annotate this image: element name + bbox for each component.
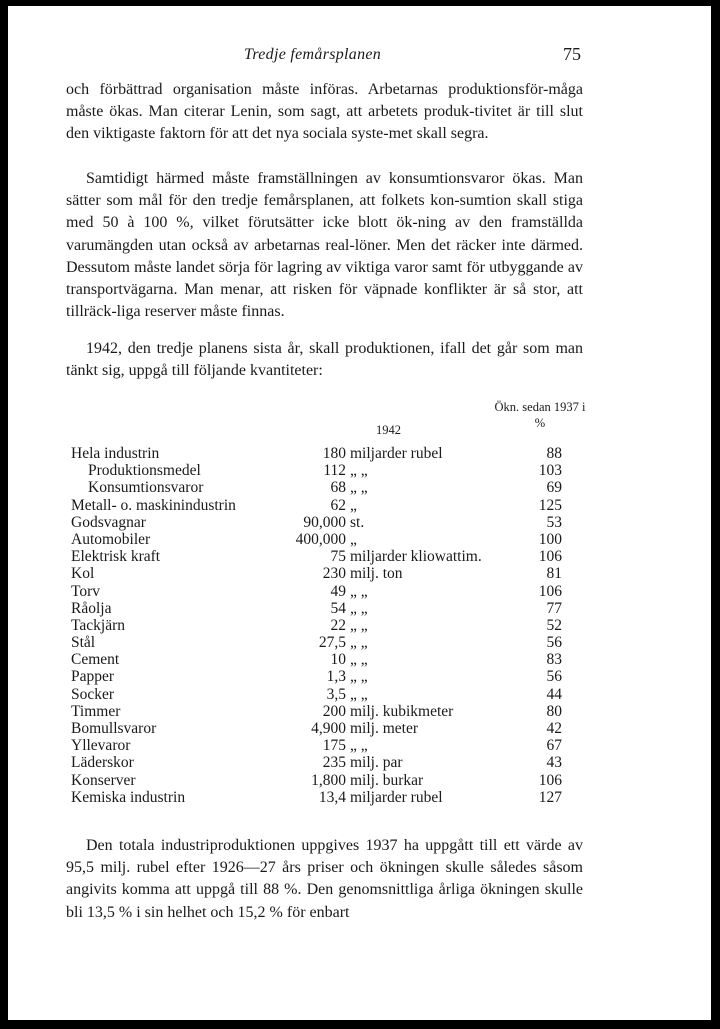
table-row	[8, 720, 711, 737]
row-unit: „ „	[350, 685, 368, 703]
row-increase-percent: 88	[546, 445, 562, 462]
table-row	[8, 617, 711, 634]
table-row	[8, 737, 711, 754]
row-increase-percent: 44	[546, 685, 562, 703]
row-value-1942: 49	[330, 582, 346, 600]
row-unit: „ „	[350, 634, 368, 652]
row-label: Hela industrin	[71, 445, 160, 462]
row-label: Godsvagnar	[71, 513, 146, 531]
row-value-1942: 22	[330, 616, 346, 634]
row-increase-percent: 81	[546, 565, 562, 583]
paragraph-4: Den totala industriproduktionen uppgives 1937 ha uppgått till ett värde av 95,5 milj. rubel efter 1926—27 års priser och ökningen skulle således såsom angivits komma att uppgå till 88 %. Den genomsnittliga årliga ökningen skulle bli 13,5 % i sin helhet och 15,2 % för enbart	[66, 837, 583, 921]
row-increase-percent: 127	[538, 788, 562, 806]
row-value-1942: 175	[322, 737, 346, 755]
row-value-1942: 180	[322, 445, 346, 462]
row-value-1942: 68	[330, 479, 346, 497]
row-label: Konsumtionsvaror	[88, 479, 204, 497]
row-label: Kemiska industrin	[71, 788, 186, 806]
page-number: 75	[563, 44, 581, 64]
row-label: Elektrisk kraft	[71, 548, 161, 566]
row-unit: milj. kubikmeter	[350, 702, 454, 720]
row-increase-percent: 83	[546, 651, 562, 669]
row-value-1942: 1,800	[311, 771, 346, 789]
row-increase-percent: 67	[546, 737, 562, 755]
row-increase-percent: 43	[546, 754, 562, 772]
row-unit: milj. ton	[350, 565, 403, 583]
row-label: Bomullsvaror	[71, 720, 157, 737]
row-value-1942: 235	[322, 754, 346, 772]
row-value-1942: 75	[330, 548, 346, 566]
table-row	[8, 445, 711, 462]
row-unit: „ „	[350, 668, 368, 686]
row-value-1942: 400,000	[295, 530, 346, 548]
table-row	[8, 600, 711, 617]
chapter-title: Tredje femårsplanen	[244, 46, 382, 63]
row-unit: „	[350, 496, 357, 514]
row-increase-percent: 56	[546, 634, 562, 652]
row-label: Timmer	[71, 702, 121, 720]
row-label: Socker	[71, 685, 115, 703]
table-row	[8, 686, 711, 703]
row-value-1942: 62	[330, 496, 346, 514]
row-label: Läderskor	[71, 754, 134, 772]
row-increase-percent: 125	[538, 496, 562, 514]
row-unit: milj. meter	[350, 720, 419, 737]
row-label: Produktionsmedel	[88, 462, 201, 480]
row-label: Torv	[71, 582, 101, 600]
row-unit: „ „	[350, 462, 368, 480]
row-unit: „ „	[350, 599, 368, 617]
row-unit: „ „	[350, 582, 368, 600]
row-unit: st.	[350, 513, 365, 531]
table-row	[8, 531, 711, 548]
row-increase-percent: 56	[546, 668, 562, 686]
row-label: Stål	[71, 634, 96, 652]
column-header-year: 1942	[376, 423, 401, 437]
row-unit: „ „	[350, 651, 368, 669]
row-label: Papper	[71, 668, 115, 686]
row-value-1942: 112	[323, 462, 346, 480]
table-row	[8, 479, 711, 496]
row-increase-percent: 52	[546, 616, 562, 634]
book-page	[8, 6, 711, 1020]
row-unit: milj. burkar	[350, 771, 424, 789]
table-row	[8, 703, 711, 720]
row-increase-percent: 106	[538, 548, 562, 566]
row-increase-percent: 80	[546, 702, 562, 720]
row-increase-percent: 106	[538, 771, 562, 789]
paragraph-2: Samtidigt härmed måste framställningen av konsumtionsvaror ökas. Man sätter som mål för den tredje femårsplanen, att folkets kon-sumtion skall stiga med 50 à 100 %, vilket förutsätter icke blott ök-ning av den framställda varumängden utan också av arbetarnas real-löner. Men det räcker inte därmed. Dessutom måste landet sörja för lagring av viktiga varor samt för utbyggande av transportvägarna. Man menar, att risken för väpnade konflikter är så stor, att tillräck-liga reserver måste finnas.	[66, 170, 583, 321]
row-value-1942: 90,000	[303, 513, 346, 531]
row-value-1942: 1,3	[326, 668, 346, 686]
table-row	[8, 789, 711, 806]
table-row	[8, 754, 711, 771]
row-increase-percent: 69	[546, 479, 562, 497]
row-unit: miljarder rubel	[350, 788, 443, 806]
running-head	[8, 46, 711, 68]
column-header-change: Ökn. sedan 1937 i %	[494, 400, 586, 430]
row-unit: „ „	[350, 737, 368, 755]
row-value-1942: 200	[322, 702, 346, 720]
row-unit: miljarder rubel	[350, 445, 443, 462]
table-row	[8, 497, 711, 514]
row-label: Cement	[71, 651, 120, 669]
row-value-1942: 10	[330, 651, 346, 669]
table-row	[8, 548, 711, 565]
table-row	[8, 583, 711, 600]
row-label: Tackjärn	[71, 616, 125, 634]
row-value-1942: 4,900	[311, 720, 346, 737]
row-increase-percent: 106	[538, 582, 562, 600]
row-unit: „	[350, 530, 357, 548]
row-unit: „ „	[350, 616, 368, 634]
row-label: Råolja	[71, 599, 112, 617]
row-label: Kol	[71, 565, 95, 583]
row-increase-percent: 100	[538, 530, 562, 548]
paragraph-3: 1942, den tredje planens sista år, skall produktionen, ifall det går som man tänkt sig, uppgå till följande kvantiteter:	[66, 340, 583, 380]
row-value-1942: 230	[322, 565, 346, 583]
row-value-1942: 27,5	[318, 634, 346, 652]
row-value-1942: 3,5	[326, 685, 346, 703]
row-unit: milj. par	[350, 754, 403, 772]
table-row	[8, 462, 711, 479]
table-row	[8, 565, 711, 582]
row-value-1942: 13,4	[318, 788, 346, 806]
table-row	[8, 651, 711, 668]
row-increase-percent: 103	[538, 462, 562, 480]
production-table	[8, 445, 711, 806]
row-value-1942: 54	[330, 599, 346, 617]
row-label: Yllevaror	[71, 737, 131, 755]
table-row	[8, 634, 711, 651]
table-row	[8, 772, 711, 789]
paragraph-1: och förbättrad organisation måste införas. Arbetarnas produktionsför-måga måste ökas. Man citerar Lenin, som sagt, att arbetets produk-tivitet är till slut den viktigaste faktorn för att det nya sociala syste-met skall segra.	[66, 81, 583, 143]
table-row	[8, 514, 711, 531]
row-label: Konserver	[71, 771, 136, 789]
row-increase-percent: 42	[546, 720, 562, 737]
table-row	[8, 668, 711, 685]
row-increase-percent: 77	[546, 599, 562, 617]
row-unit: „ „	[350, 479, 368, 497]
row-unit: miljarder kliowattim.	[350, 548, 482, 566]
row-increase-percent: 53	[546, 513, 562, 531]
row-label: Metall- o. maskinindustrin	[71, 496, 236, 514]
row-label: Automobiler	[71, 530, 151, 548]
